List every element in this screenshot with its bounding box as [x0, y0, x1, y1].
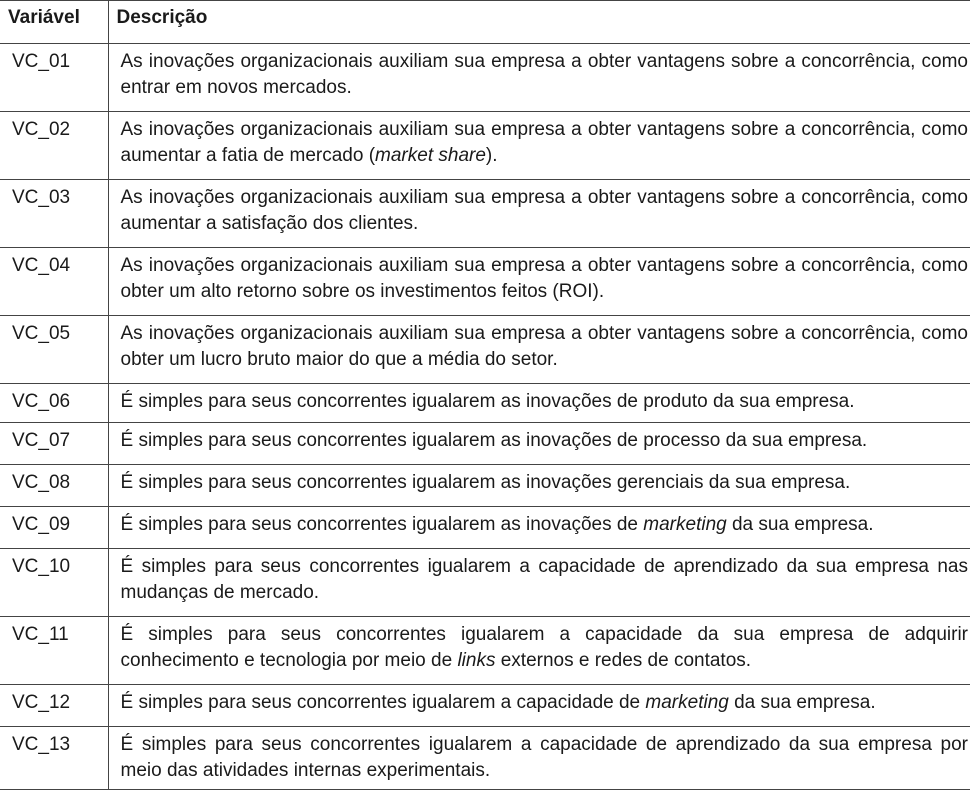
variable-code: VC_01: [0, 44, 108, 112]
table-row: [0, 617, 970, 685]
description-text: As inovações organizacionais auxiliam sua empresa a obter vantagens sobre a concorrência, como aumentar a satisfação dos clientes.: [120, 187, 968, 234]
description-text: É simples para seus concorrentes igualarem as inovações gerenciais da sua empresa.: [120, 472, 851, 493]
variable-code: VC_07: [0, 423, 108, 465]
variable-description: [108, 507, 970, 549]
description-text: externos e redes de contatos.: [495, 650, 752, 671]
table-row: [0, 316, 970, 384]
variable-code: VC_03: [0, 180, 108, 248]
variable-description: [108, 248, 970, 316]
variable-code: VC_08: [0, 465, 108, 507]
table-row: [0, 465, 970, 507]
variable-description: [108, 685, 970, 727]
table-row: [0, 549, 970, 617]
table-row: [0, 423, 970, 465]
table-row: [0, 727, 970, 790]
header-description: Descrição: [108, 1, 970, 44]
variable-code: VC_04: [0, 248, 108, 316]
table-row: [0, 180, 970, 248]
description-text: É simples para seus concorrentes igualarem a capacidade de: [120, 692, 646, 713]
description-text: É simples para seus concorrentes igualarem a capacidade de aprendizado da sua empresa por meio das atividades internas experimentais.: [120, 734, 968, 781]
variable-code: VC_06: [0, 384, 108, 423]
description-text: É simples para seus concorrentes igualarem as inovações de produto da sua empresa.: [120, 391, 855, 412]
description-italic-term: marketing: [643, 514, 727, 535]
variable-code: VC_10: [0, 549, 108, 617]
variable-description: [108, 316, 970, 384]
variable-description: [108, 180, 970, 248]
variable-code: VC_11: [0, 617, 108, 685]
table-row: [0, 112, 970, 180]
table-row: [0, 248, 970, 316]
variable-code: VC_05: [0, 316, 108, 384]
description-text: É simples para seus concorrentes igualarem as inovações de: [120, 514, 644, 535]
variable-description: [108, 549, 970, 617]
variable-description: [108, 44, 970, 112]
variable-description: [108, 384, 970, 423]
variable-description: [108, 465, 970, 507]
description-text: As inovações organizacionais auxiliam sua empresa a obter vantagens sobre a concorrência, como obter um alto retorno sobre os investimentos feitos (ROI).: [120, 255, 968, 302]
description-italic-term: market share: [375, 145, 486, 166]
description-text: ).: [485, 145, 498, 166]
description-text: As inovações organizacionais auxiliam sua empresa a obter vantagens sobre a concorrência, como entrar em novos mercados.: [120, 51, 968, 98]
table-row: [0, 44, 970, 112]
variable-code: VC_12: [0, 685, 108, 727]
description-text: É simples para seus concorrentes igualarem a capacidade da sua empresa de adquirir conhecimento e tecnologia por meio de: [120, 624, 968, 671]
variable-description: [108, 617, 970, 685]
description-text: As inovações organizacionais auxiliam sua empresa a obter vantagens sobre a concorrência, como aumentar a fatia de mercado (: [120, 119, 968, 166]
description-italic-term: links: [457, 650, 496, 671]
variable-code: VC_13: [0, 727, 108, 790]
table-row: [0, 507, 970, 549]
description-text: As inovações organizacionais auxiliam sua empresa a obter vantagens sobre a concorrência, como obter um lucro bruto maior do que a média do setor.: [120, 323, 968, 370]
variable-description: [108, 727, 970, 790]
description-text: da sua empresa.: [728, 692, 876, 713]
variable-description: [108, 112, 970, 180]
variable-code: VC_02: [0, 112, 108, 180]
table-row: [0, 685, 970, 727]
table-row: [0, 384, 970, 423]
description-text: da sua empresa.: [726, 514, 874, 535]
description-text: É simples para seus concorrentes igualarem as inovações de processo da sua empresa.: [120, 430, 868, 451]
variable-description: [108, 423, 970, 465]
header-variable: Variável: [0, 1, 108, 44]
description-text: É simples para seus concorrentes igualarem a capacidade de aprendizado da sua empresa nas mudanças de mercado.: [120, 556, 968, 603]
description-italic-term: marketing: [645, 692, 729, 713]
table-header-row: [0, 1, 970, 44]
table-body: [0, 44, 970, 790]
variable-code: VC_09: [0, 507, 108, 549]
